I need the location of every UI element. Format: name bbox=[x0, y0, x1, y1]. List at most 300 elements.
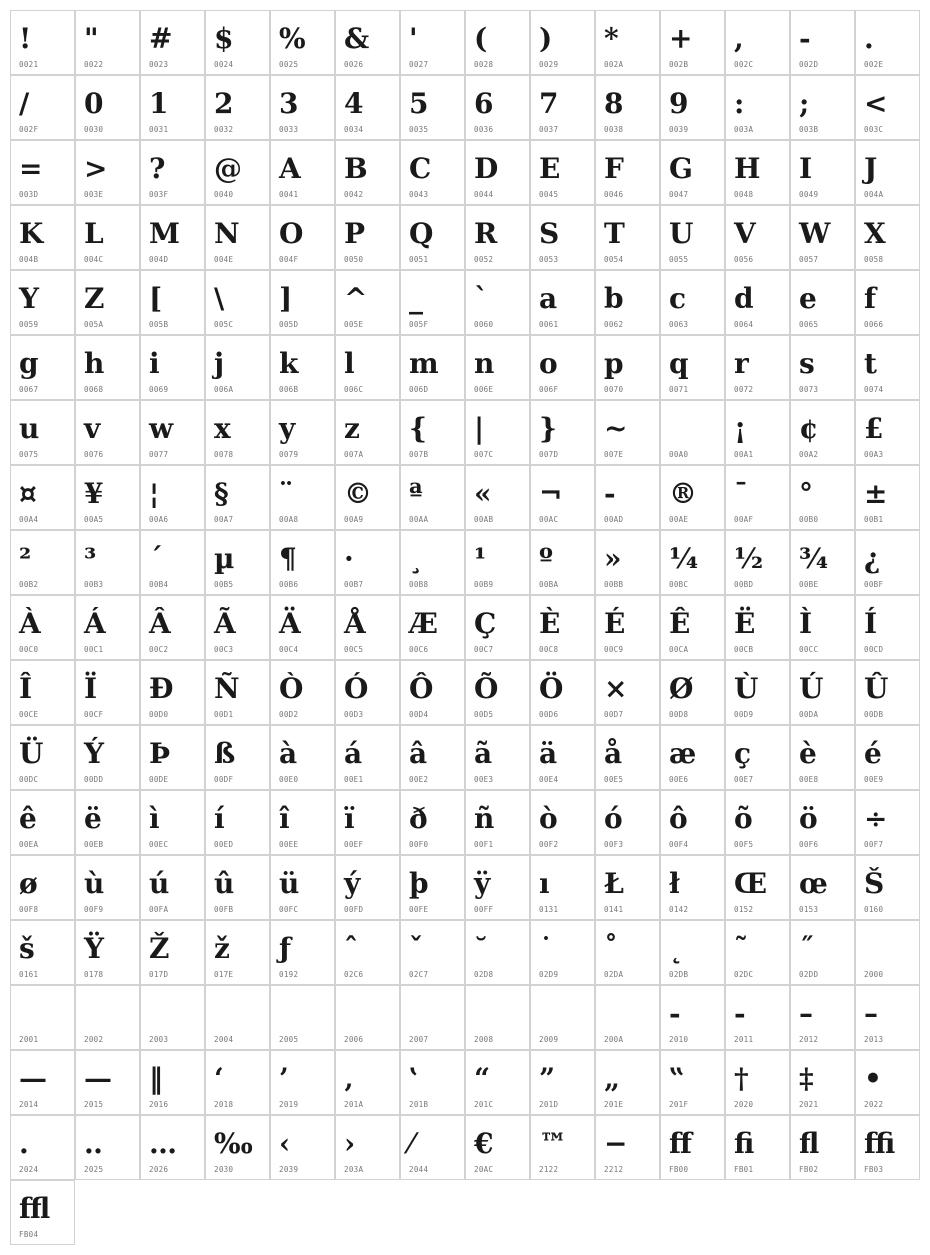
glyph-codepoint: 002A bbox=[604, 60, 624, 69]
glyph-character: - bbox=[604, 477, 616, 510]
glyph-codepoint: 0052 bbox=[474, 255, 494, 264]
glyph-codepoint: 00F7 bbox=[864, 840, 884, 849]
glyph-character: ì bbox=[149, 802, 160, 835]
glyph-cell bbox=[400, 335, 465, 400]
glyph-character: x bbox=[214, 412, 231, 445]
glyph-cell bbox=[335, 855, 400, 920]
glyph-codepoint: 00B6 bbox=[279, 580, 299, 589]
glyph-cell bbox=[660, 725, 725, 790]
glyph-character: 2 bbox=[214, 87, 234, 120]
glyph-character: 4 bbox=[344, 87, 364, 120]
glyph-cell bbox=[400, 205, 465, 270]
glyph-cell bbox=[465, 1050, 530, 1115]
glyph-character: í bbox=[214, 802, 225, 835]
glyph-cell bbox=[335, 1050, 400, 1115]
glyph-cell bbox=[530, 465, 595, 530]
glyph-codepoint: 201D bbox=[539, 1100, 559, 1109]
glyph-cell bbox=[790, 985, 855, 1050]
glyph-codepoint: 0178 bbox=[84, 970, 104, 979]
glyph-codepoint: 0071 bbox=[669, 385, 689, 394]
glyph-character: Â bbox=[149, 607, 171, 640]
glyph-character: ø bbox=[19, 867, 38, 900]
glyph-character: ª bbox=[409, 477, 423, 510]
glyph-cell bbox=[855, 660, 920, 725]
glyph-character: Ý bbox=[84, 737, 104, 770]
glyph-codepoint: 007B bbox=[409, 450, 429, 459]
glyph-codepoint: 00D1 bbox=[214, 710, 234, 719]
glyph-character: Ô bbox=[409, 672, 434, 705]
glyph-character: O bbox=[279, 217, 304, 250]
glyph-codepoint: 00D5 bbox=[474, 710, 494, 719]
glyph-cell bbox=[660, 790, 725, 855]
glyph-cell bbox=[660, 75, 725, 140]
glyph-cell bbox=[855, 75, 920, 140]
glyph-cell bbox=[400, 1050, 465, 1115]
glyph-cell bbox=[790, 1050, 855, 1115]
glyph-character: ¬ bbox=[539, 477, 563, 510]
glyph-codepoint: 00CE bbox=[19, 710, 39, 719]
glyph-cell bbox=[725, 400, 790, 465]
glyph-cell bbox=[660, 465, 725, 530]
glyph-cell bbox=[140, 920, 205, 985]
glyph-codepoint: 00ED bbox=[214, 840, 234, 849]
glyph-character: ô bbox=[669, 802, 688, 835]
glyph-codepoint: 2044 bbox=[409, 1165, 429, 1174]
glyph-cell bbox=[335, 10, 400, 75]
glyph-character: W bbox=[799, 217, 831, 250]
glyph-cell bbox=[335, 725, 400, 790]
glyph-codepoint: 0024 bbox=[214, 60, 234, 69]
glyph-codepoint: 2030 bbox=[214, 1165, 234, 1174]
glyph-cell bbox=[205, 335, 270, 400]
glyph-codepoint: 00FD bbox=[344, 905, 364, 914]
glyph-character: u bbox=[19, 412, 40, 445]
glyph-cell bbox=[465, 140, 530, 205]
glyph-character: ⁄ bbox=[409, 1127, 414, 1160]
glyph-cell bbox=[530, 10, 595, 75]
glyph-codepoint: 00C9 bbox=[604, 645, 624, 654]
glyph-codepoint: 0068 bbox=[84, 385, 104, 394]
glyph-character: & bbox=[344, 22, 370, 55]
glyph-cell bbox=[75, 205, 140, 270]
glyph-cell bbox=[205, 140, 270, 205]
glyph-character: M bbox=[149, 217, 180, 250]
glyph-character: 8 bbox=[604, 87, 624, 120]
glyph-cell bbox=[465, 790, 530, 855]
glyph-character: C bbox=[409, 152, 432, 185]
glyph-cell bbox=[595, 10, 660, 75]
glyph-codepoint: 0035 bbox=[409, 125, 429, 134]
glyph-cell bbox=[725, 790, 790, 855]
glyph-character: % bbox=[279, 22, 306, 55]
glyph-character: ± bbox=[864, 477, 888, 510]
glyph-character: ¢ bbox=[799, 412, 819, 445]
glyph-character: F bbox=[604, 152, 624, 185]
glyph-cell bbox=[790, 855, 855, 920]
glyph-character: 0 bbox=[84, 87, 104, 120]
glyph-codepoint: 00D9 bbox=[734, 710, 754, 719]
glyph-codepoint: 02D9 bbox=[539, 970, 559, 979]
glyph-cell bbox=[790, 790, 855, 855]
glyph-codepoint: 0053 bbox=[539, 255, 559, 264]
glyph-character: ﬀ bbox=[669, 1127, 692, 1160]
glyph-character: û bbox=[214, 867, 235, 900]
glyph-character: ’ bbox=[279, 1062, 289, 1095]
glyph-codepoint: 005A bbox=[84, 320, 104, 329]
glyph-codepoint: 0076 bbox=[84, 450, 104, 459]
glyph-cell bbox=[595, 660, 660, 725]
glyph-codepoint: 017D bbox=[149, 970, 169, 979]
glyph-cell bbox=[205, 725, 270, 790]
glyph-cell bbox=[855, 140, 920, 205]
glyph-codepoint: 00A0 bbox=[669, 450, 689, 459]
glyph-character: þ bbox=[409, 867, 429, 900]
glyph-character: § bbox=[214, 477, 229, 510]
glyph-character: £ bbox=[864, 412, 884, 445]
glyph-codepoint: 0046 bbox=[604, 190, 624, 199]
glyph-codepoint: 2014 bbox=[19, 1100, 39, 1109]
glyph-cell bbox=[10, 10, 75, 75]
glyph-character: ˙ bbox=[539, 932, 553, 965]
glyph-character: Ú bbox=[799, 672, 824, 705]
glyph-character: I bbox=[799, 152, 813, 185]
glyph-codepoint: 00B4 bbox=[149, 580, 169, 589]
glyph-character: ^ bbox=[344, 282, 368, 315]
glyph-cell bbox=[400, 660, 465, 725]
glyph-character: ç bbox=[734, 737, 752, 770]
glyph-character: o bbox=[539, 347, 558, 380]
glyph-codepoint: 00EF bbox=[344, 840, 364, 849]
glyph-codepoint: 006A bbox=[214, 385, 234, 394]
glyph-codepoint: 00A6 bbox=[149, 515, 169, 524]
glyph-cell bbox=[10, 335, 75, 400]
glyph-character: È bbox=[539, 607, 561, 640]
glyph-cell bbox=[400, 465, 465, 530]
glyph-cell bbox=[400, 920, 465, 985]
glyph-codepoint: 00CF bbox=[84, 710, 104, 719]
glyph-character: é bbox=[864, 737, 882, 770]
glyph-character: Ÿ bbox=[84, 932, 104, 965]
glyph-codepoint: 005B bbox=[149, 320, 169, 329]
glyph-codepoint: 00D3 bbox=[344, 710, 364, 719]
glyph-codepoint: 00D7 bbox=[604, 710, 624, 719]
glyph-codepoint: 0060 bbox=[474, 320, 494, 329]
glyph-cell bbox=[75, 140, 140, 205]
glyph-cell bbox=[335, 1115, 400, 1180]
glyph-character: ù bbox=[84, 867, 105, 900]
glyph-cell bbox=[205, 790, 270, 855]
glyph-character: " bbox=[84, 22, 99, 55]
glyph-character: _ bbox=[409, 282, 423, 315]
glyph-character: „ bbox=[604, 1062, 621, 1095]
glyph-codepoint: 005E bbox=[344, 320, 364, 329]
glyph-character: ² bbox=[19, 542, 32, 575]
glyph-codepoint: 00CB bbox=[734, 645, 754, 654]
glyph-cell bbox=[270, 595, 335, 660]
glyph-codepoint: 00B2 bbox=[19, 580, 39, 589]
glyph-cell bbox=[10, 140, 75, 205]
glyph-codepoint: 002E bbox=[864, 60, 884, 69]
glyph-cell bbox=[10, 270, 75, 335]
glyph-codepoint: 00D2 bbox=[279, 710, 299, 719]
glyph-codepoint: 0069 bbox=[149, 385, 169, 394]
glyph-codepoint: 0063 bbox=[669, 320, 689, 329]
glyph-character: Ü bbox=[19, 737, 44, 770]
glyph-character: - bbox=[669, 997, 681, 1030]
glyph-cell bbox=[10, 790, 75, 855]
glyph-character: - bbox=[734, 997, 746, 1030]
glyph-cell bbox=[205, 465, 270, 530]
glyph-character: ‛ bbox=[409, 1062, 419, 1095]
glyph-codepoint: 200A bbox=[604, 1035, 624, 1044]
glyph-character: l bbox=[344, 347, 355, 380]
glyph-cell bbox=[725, 595, 790, 660]
glyph-codepoint: 00BC bbox=[669, 580, 689, 589]
glyph-character: J bbox=[864, 152, 878, 185]
glyph-character: Ø bbox=[669, 672, 694, 705]
glyph-cell bbox=[75, 985, 140, 1050]
glyph-character: 3 bbox=[279, 87, 299, 120]
glyph-cell bbox=[400, 530, 465, 595]
glyph-character: ‚ bbox=[344, 1062, 354, 1095]
glyph-character: † bbox=[734, 1062, 749, 1095]
glyph-codepoint: 0153 bbox=[799, 905, 819, 914]
glyph-character: } bbox=[539, 412, 558, 445]
glyph-cell bbox=[270, 660, 335, 725]
glyph-character: Ò bbox=[279, 672, 304, 705]
glyph-codepoint: 201A bbox=[344, 1100, 364, 1109]
glyph-codepoint: 0059 bbox=[19, 320, 39, 329]
glyph-cell bbox=[660, 530, 725, 595]
glyph-cell bbox=[205, 1050, 270, 1115]
glyph-codepoint: 0043 bbox=[409, 190, 429, 199]
glyph-cell bbox=[75, 660, 140, 725]
glyph-codepoint: 0056 bbox=[734, 255, 754, 264]
glyph-cell bbox=[530, 140, 595, 205]
glyph-character: + bbox=[669, 22, 693, 55]
glyph-cell bbox=[725, 1115, 790, 1180]
glyph-codepoint: 00D4 bbox=[409, 710, 429, 719]
glyph-codepoint: 00CC bbox=[799, 645, 819, 654]
glyph-codepoint: 2021 bbox=[799, 1100, 819, 1109]
glyph-character: ¹ bbox=[474, 542, 487, 575]
glyph-codepoint: 0033 bbox=[279, 125, 299, 134]
glyph-codepoint: 02DD bbox=[799, 970, 819, 979]
glyph-character: p bbox=[604, 347, 624, 380]
glyph-codepoint: 00FE bbox=[409, 905, 429, 914]
glyph-character: Q bbox=[409, 217, 434, 250]
glyph-cell bbox=[530, 1050, 595, 1115]
glyph-cell bbox=[660, 10, 725, 75]
glyph-cell bbox=[855, 270, 920, 335]
glyph-codepoint: 00C1 bbox=[84, 645, 104, 654]
glyph-cell bbox=[140, 660, 205, 725]
glyph-cell bbox=[725, 335, 790, 400]
glyph-character: : bbox=[734, 87, 745, 120]
glyph-codepoint: 005F bbox=[409, 320, 429, 329]
glyph-codepoint: 00DE bbox=[149, 775, 169, 784]
glyph-codepoint: 0030 bbox=[84, 125, 104, 134]
glyph-cell bbox=[140, 400, 205, 465]
glyph-cell bbox=[10, 400, 75, 465]
glyph-character: t bbox=[864, 347, 877, 380]
glyph-cell bbox=[270, 920, 335, 985]
glyph-character: ™ bbox=[539, 1127, 567, 1160]
glyph-character: õ bbox=[734, 802, 753, 835]
glyph-codepoint: 2026 bbox=[149, 1165, 169, 1174]
glyph-cell bbox=[855, 790, 920, 855]
glyph-codepoint: 00C8 bbox=[539, 645, 559, 654]
glyph-codepoint: 00DB bbox=[864, 710, 884, 719]
glyph-cell bbox=[335, 530, 400, 595]
glyph-character: , bbox=[734, 22, 744, 55]
glyph-codepoint: 0026 bbox=[344, 60, 364, 69]
glyph-character: 1 bbox=[149, 87, 169, 120]
glyph-character: • bbox=[864, 1062, 882, 1095]
glyph-codepoint: 002F bbox=[19, 125, 39, 134]
glyph-cell bbox=[400, 140, 465, 205]
glyph-character: ; bbox=[799, 87, 810, 120]
glyph-cell bbox=[335, 140, 400, 205]
glyph-codepoint: 003B bbox=[799, 125, 819, 134]
glyph-cell bbox=[595, 855, 660, 920]
glyph-cell bbox=[465, 270, 530, 335]
glyph-codepoint: 002C bbox=[734, 60, 754, 69]
glyph-character: L bbox=[84, 217, 104, 250]
glyph-codepoint: 006B bbox=[279, 385, 299, 394]
glyph-character: R bbox=[474, 217, 498, 250]
glyph-codepoint: 0079 bbox=[279, 450, 299, 459]
glyph-cell bbox=[335, 205, 400, 270]
glyph-character: Ã bbox=[214, 607, 236, 640]
glyph-character: ․ bbox=[19, 1127, 29, 1160]
glyph-codepoint: 0041 bbox=[279, 190, 299, 199]
glyph-cell bbox=[400, 10, 465, 75]
glyph-cell bbox=[660, 335, 725, 400]
glyph-cell bbox=[595, 205, 660, 270]
glyph-cell bbox=[465, 725, 530, 790]
glyph-codepoint: 00A8 bbox=[279, 515, 299, 524]
glyph-character: 6 bbox=[474, 87, 494, 120]
glyph-character: y bbox=[279, 412, 296, 445]
glyph-codepoint: 00BD bbox=[734, 580, 754, 589]
glyph-cell bbox=[10, 75, 75, 140]
glyph-character: ž bbox=[214, 932, 230, 965]
glyph-cell bbox=[75, 920, 140, 985]
glyph-cell bbox=[335, 270, 400, 335]
glyph-character: ~ bbox=[604, 412, 628, 445]
glyph-character: Õ bbox=[474, 672, 499, 705]
glyph-codepoint: 0070 bbox=[604, 385, 624, 394]
glyph-cell bbox=[790, 335, 855, 400]
glyph-cell bbox=[270, 270, 335, 335]
glyph-character: # bbox=[149, 22, 173, 55]
glyph-cell bbox=[400, 1115, 465, 1180]
glyph-character: á bbox=[344, 737, 363, 770]
glyph-character: ¶ bbox=[279, 542, 297, 575]
glyph-character: P bbox=[344, 217, 366, 250]
glyph-codepoint: 0034 bbox=[344, 125, 364, 134]
glyph-codepoint: 007D bbox=[539, 450, 559, 459]
glyph-character: @ bbox=[214, 152, 242, 185]
glyph-character: Ž bbox=[149, 932, 170, 965]
glyph-codepoint: FB01 bbox=[734, 1165, 754, 1174]
glyph-character: ‖ bbox=[149, 1062, 163, 1095]
glyph-character: ﬃ bbox=[864, 1127, 896, 1160]
glyph-character: ﬁ bbox=[734, 1127, 755, 1160]
glyph-character: Í bbox=[864, 607, 878, 640]
glyph-cell bbox=[465, 920, 530, 985]
glyph-cell bbox=[595, 270, 660, 335]
glyph-codepoint: 00CD bbox=[864, 645, 884, 654]
glyph-cell bbox=[465, 10, 530, 75]
glyph-cell bbox=[10, 725, 75, 790]
glyph-codepoint: 006C bbox=[344, 385, 364, 394]
glyph-codepoint: 00D6 bbox=[539, 710, 559, 719]
glyph-cell bbox=[790, 725, 855, 790]
glyph-codepoint: 00D0 bbox=[149, 710, 169, 719]
glyph-character: ë bbox=[84, 802, 102, 835]
glyph-codepoint: 0042 bbox=[344, 190, 364, 199]
glyph-cell bbox=[725, 465, 790, 530]
glyph-character: X bbox=[864, 217, 886, 250]
glyph-codepoint: 0029 bbox=[539, 60, 559, 69]
glyph-character: É bbox=[604, 607, 626, 640]
glyph-cell bbox=[75, 725, 140, 790]
glyph-character: ï bbox=[344, 802, 355, 835]
glyph-codepoint: 00E7 bbox=[734, 775, 754, 784]
glyph-character: ˇ bbox=[409, 932, 423, 965]
glyph-cell bbox=[660, 1050, 725, 1115]
glyph-codepoint: 00C7 bbox=[474, 645, 494, 654]
glyph-cell bbox=[205, 400, 270, 465]
glyph-cell bbox=[530, 270, 595, 335]
glyph-codepoint: 00EB bbox=[84, 840, 104, 849]
glyph-cell bbox=[75, 530, 140, 595]
glyph-cell bbox=[335, 75, 400, 140]
glyph-codepoint: 00C3 bbox=[214, 645, 234, 654]
glyph-codepoint: 004B bbox=[19, 255, 39, 264]
glyph-cell bbox=[205, 10, 270, 75]
glyph-cell bbox=[660, 1115, 725, 1180]
glyph-cell bbox=[790, 1115, 855, 1180]
glyph-character: º bbox=[539, 542, 553, 575]
glyph-character: è bbox=[799, 737, 817, 770]
glyph-character: i bbox=[149, 347, 160, 380]
glyph-codepoint: 00A4 bbox=[19, 515, 39, 524]
glyph-cell bbox=[270, 530, 335, 595]
glyph-codepoint: 0027 bbox=[409, 60, 429, 69]
glyph-codepoint: 2002 bbox=[84, 1035, 104, 1044]
glyph-cell bbox=[725, 725, 790, 790]
glyph-character: š bbox=[19, 932, 35, 965]
glyph-character: ß bbox=[214, 737, 236, 770]
glyph-codepoint: 0161 bbox=[19, 970, 39, 979]
glyph-character: T bbox=[604, 217, 625, 250]
glyph-character: - bbox=[799, 22, 811, 55]
glyph-character: ò bbox=[539, 802, 558, 835]
glyph-codepoint: 2020 bbox=[734, 1100, 754, 1109]
glyph-codepoint: 0061 bbox=[539, 320, 559, 329]
glyph-character: ¾ bbox=[799, 542, 829, 575]
glyph-codepoint: 00F6 bbox=[799, 840, 819, 849]
glyph-character: — bbox=[84, 1062, 112, 1095]
glyph-character: … bbox=[149, 1127, 177, 1160]
glyph-cell bbox=[530, 920, 595, 985]
glyph-codepoint: 003F bbox=[149, 190, 169, 199]
glyph-codepoint: 00AC bbox=[539, 515, 559, 524]
glyph-cell bbox=[75, 790, 140, 855]
